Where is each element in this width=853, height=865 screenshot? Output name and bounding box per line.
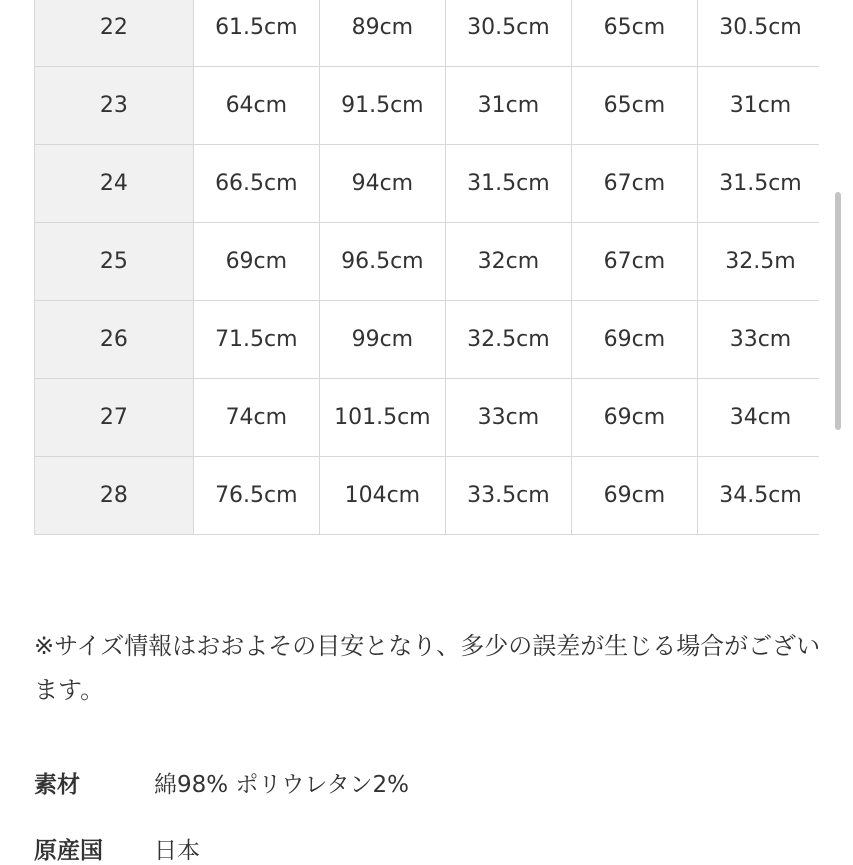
table-cell: 74cm	[193, 379, 319, 457]
table-cell: 104cm	[319, 457, 445, 535]
size-cell: 23	[35, 67, 194, 145]
table-cell: 30.5cm	[445, 0, 571, 67]
table-cell: 96.5cm	[319, 223, 445, 301]
table-cell: 32.5cm	[445, 301, 571, 379]
table-cell: 61.5cm	[193, 0, 319, 67]
table-cell: 31cm	[697, 67, 819, 145]
table-row	[35, 0, 820, 67]
table-cell: 34cm	[697, 379, 819, 457]
table-cell: 71.5cm	[193, 301, 319, 379]
size-table	[34, 0, 819, 535]
table-cell: 91.5cm	[319, 67, 445, 145]
spec-row-material	[34, 766, 409, 799]
table-cell: 69cm	[571, 379, 697, 457]
table-cell: 67cm	[571, 223, 697, 301]
table-cell: 99cm	[319, 301, 445, 379]
table-row	[35, 145, 820, 223]
table-cell: 30.5cm	[697, 0, 819, 67]
table-cell: 33.5cm	[445, 457, 571, 535]
table-cell: 101.5cm	[319, 379, 445, 457]
table-row	[35, 301, 820, 379]
table-cell: 64cm	[193, 67, 319, 145]
table-cell: 32cm	[445, 223, 571, 301]
size-cell: 22	[35, 0, 194, 67]
table-cell: 31cm	[445, 67, 571, 145]
table-cell: 31.5cm	[697, 145, 819, 223]
table-cell: 65cm	[571, 0, 697, 67]
table-row	[35, 67, 820, 145]
table-row	[35, 223, 820, 301]
spec-row-origin	[34, 832, 200, 865]
table-cell: 32.5m	[697, 223, 819, 301]
size-table-container	[34, 0, 819, 535]
table-row	[35, 379, 820, 457]
table-cell: 69cm	[571, 301, 697, 379]
material-label: 素材	[34, 772, 80, 798]
table-row	[35, 457, 820, 535]
material-value: 綿98% ポリウレタン2%	[154, 772, 409, 798]
table-cell: 66.5cm	[193, 145, 319, 223]
table-cell: 33cm	[445, 379, 571, 457]
size-cell: 26	[35, 301, 194, 379]
table-cell: 94cm	[319, 145, 445, 223]
size-cell: 28	[35, 457, 194, 535]
scrollbar-thumb[interactable]	[835, 192, 841, 430]
size-note: ※サイズ情報はおおよその目安となり、多少の誤差が生じる場合がございます。	[34, 632, 821, 704]
table-cell: 65cm	[571, 67, 697, 145]
table-cell: 31.5cm	[445, 145, 571, 223]
origin-label: 原産国	[34, 838, 103, 864]
size-cell: 25	[35, 223, 194, 301]
table-cell: 69cm	[571, 457, 697, 535]
table-cell: 67cm	[571, 145, 697, 223]
table-cell: 33cm	[697, 301, 819, 379]
table-cell: 34.5cm	[697, 457, 819, 535]
origin-value: 日本	[154, 838, 200, 864]
table-cell: 89cm	[319, 0, 445, 67]
size-cell: 27	[35, 379, 194, 457]
size-table-body	[35, 0, 820, 535]
table-cell: 69cm	[193, 223, 319, 301]
table-cell: 76.5cm	[193, 457, 319, 535]
size-cell: 24	[35, 145, 194, 223]
